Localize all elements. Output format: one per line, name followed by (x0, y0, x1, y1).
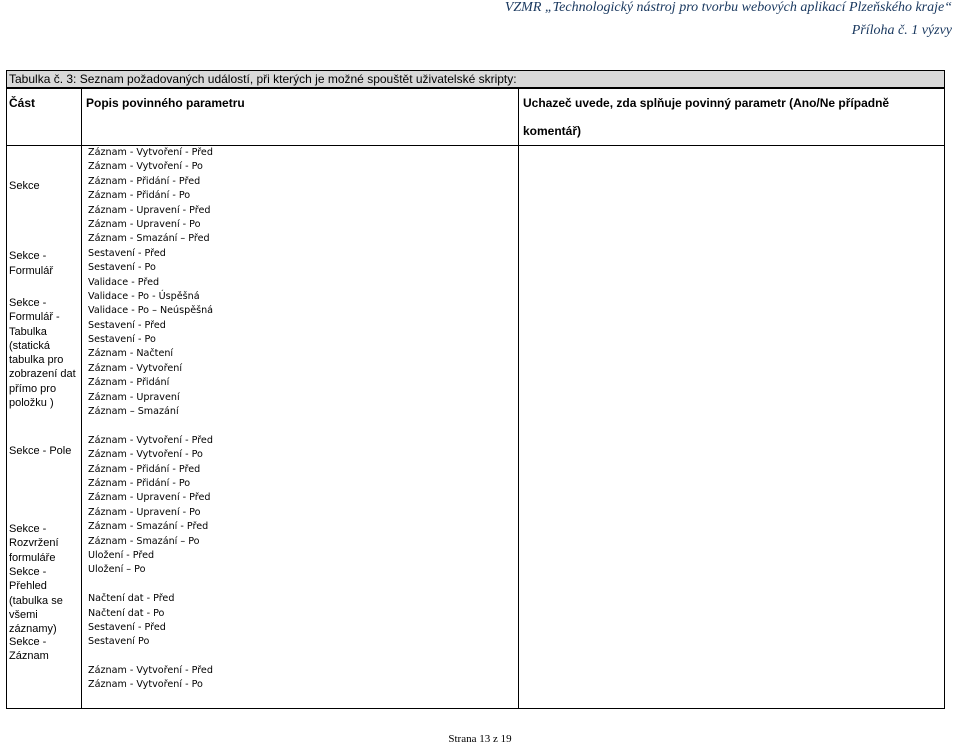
list-item: Záznam - Načtení (88, 348, 174, 360)
list-item: Sestavení - Po (88, 334, 156, 346)
list-item: Záznam - Vytvoření - Po (88, 679, 203, 691)
description-cell (82, 146, 519, 709)
list-item: Záznam - Upravení - Po (88, 506, 201, 518)
list-item: Sestavení - Před (88, 247, 166, 259)
list-item: Záznam – Smazání (88, 406, 179, 418)
list-spacer (88, 419, 518, 433)
section-label-pole: Sekce - Pole (9, 445, 72, 457)
table-row (7, 146, 945, 709)
list-item: Záznam - Upravení - Před (88, 492, 211, 504)
table-header-row (7, 88, 945, 146)
list-spacer (88, 578, 518, 592)
list-item: Načtení dat - Po (88, 607, 165, 619)
list-item: Záznam - Upravení (88, 391, 180, 403)
column-header-description: Popis povinného parametru (82, 88, 519, 146)
list-item: Uložení – Po (88, 564, 146, 576)
list-spacer (88, 650, 518, 664)
list-item: Sestavení - Před (88, 319, 166, 331)
list-item: Záznam - Upravení - Po (88, 218, 201, 230)
list-item: Záznam - Přidání (88, 377, 170, 389)
list-item: Validace - Po - Úspěšná (88, 290, 200, 302)
list-item: Záznam - Vytvoření (88, 362, 183, 374)
section-label-prehled: Sekce - Přehled (tabulka se všemi záznamy) (9, 566, 63, 636)
events-table (6, 70, 945, 709)
column-header-compliance: Uchazeč uvede, zda splňuje povinný parametr (Ano/Ne případně komentář) (519, 88, 945, 146)
list-item: Záznam - Smazání – Před (88, 233, 210, 245)
section-label-rozvrzeni: Sekce - Rozvržení formuláře (9, 523, 59, 564)
document-header-attachment: Příloha č. 1 výzvy (851, 23, 952, 38)
list-item: Záznam - Upravení - Před (88, 204, 211, 216)
compliance-cell[interactable] (519, 146, 945, 709)
page-number: Strana 13 z 19 (448, 733, 512, 745)
section-label-zaznam: Sekce - Záznam (9, 636, 49, 663)
list-item: Záznam - Smazání – Po (88, 535, 200, 547)
list-item: Záznam - Vytvoření - Před (88, 665, 213, 677)
table-caption-row (7, 71, 945, 89)
table-caption: Tabulka č. 3: Seznam požadovaných událostí, při kterých je možné spouštět uživatelské skripty: (7, 71, 945, 89)
list-item: Záznam - Smazání - Před (88, 521, 209, 533)
list-item: Záznam - Přidání - Před (88, 175, 201, 187)
list-item: Záznam - Vytvoření - Po (88, 161, 203, 173)
list-item: Záznam - Vytvoření - Před (88, 434, 213, 446)
list-item: Záznam - Vytvoření - Po (88, 449, 203, 461)
list-item: Sestavení Po (88, 636, 150, 648)
list-item: Záznam - Přidání - Před (88, 463, 201, 475)
section-label-formular-tabulka: Sekce - Formulář - Tabulka (statická tabulka pro zobrazení dat přímo pro položku ) (9, 297, 76, 410)
document-header-title: VZMR „Technologický nástroj pro tvorbu webových aplikací Plzeňského kraje“ (504, 0, 952, 15)
list-item: Sestavení - Po (88, 262, 156, 274)
list-item: Validace - Po – Neúspěšná (88, 305, 214, 317)
list-item: Načtení dat - Před (88, 593, 175, 605)
list-item: Záznam - Vytvoření - Před (88, 147, 213, 158)
list-item: Uložení - Před (88, 549, 155, 561)
section-cell (7, 146, 82, 709)
list-item: Sestavení - Před (88, 621, 166, 633)
list-item: Validace - Před (88, 276, 160, 288)
column-header-part: Část (7, 88, 82, 146)
section-label-formular: Sekce - Formulář (9, 250, 54, 277)
list-item: Záznam - Přidání - Po (88, 190, 191, 202)
list-item: Záznam - Přidání - Po (88, 477, 191, 489)
section-label-sekce: Sekce (9, 180, 40, 192)
